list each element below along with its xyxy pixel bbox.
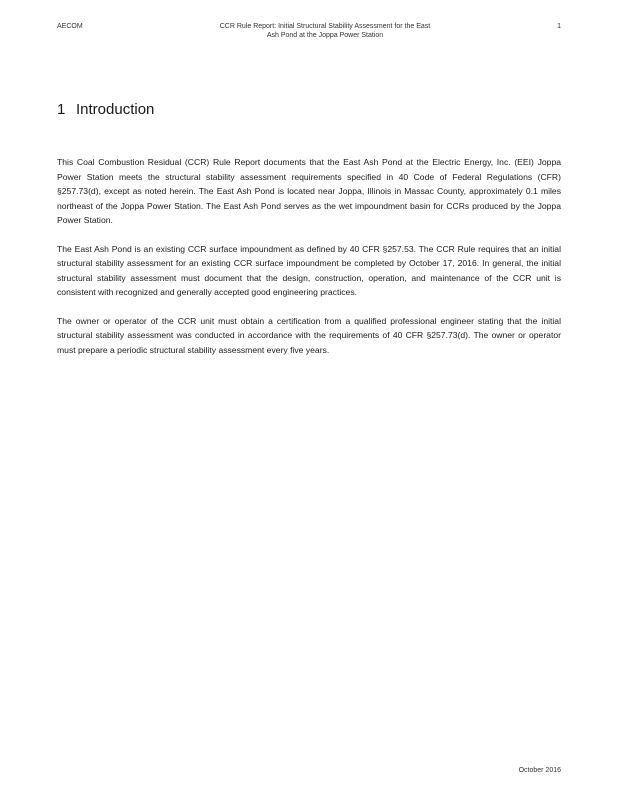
section-number: 1 xyxy=(57,101,66,118)
header-title-line-2: Ash Pond at the Joppa Power Station xyxy=(266,32,384,39)
body-text xyxy=(57,155,561,371)
paragraph: The owner or operator of the CCR unit must obtain a certification from a qualified professional engineer stating that the initial structural stability assessment was conducted in accordance with the requirements of 40 CFR §257.73(d). The owner or operator must prepare a periodic structural stability assessment every five years. xyxy=(57,315,561,355)
footer-date: October 2016 xyxy=(518,767,561,774)
header-company: AECOM xyxy=(57,23,83,30)
paragraph: This Coal Combustion Residual (CCR) Rule Report documents that the East Ash Pond at the Electric Energy, Inc. (EEI) Joppa Power Station meets the structural stability assessment requirements specified in 40 Code of Federal Regulations (CFR) §257.73(d), except as noted herein. The East Ash Pond is located near Joppa, Illinois in Massac County, approximately 0.1 miles northeast of the Joppa Power Station. The East Ash Pond serves as the wet impoundment basin for CCRs produced by the Joppa Power Station. xyxy=(57,157,561,225)
header-page-number: 1 xyxy=(557,23,561,30)
paragraph: The East Ash Pond is an existing CCR surface impoundment as defined by 40 CFR §257.53. The CCR Rule requires that an initial structural stability assessment for an existing CCR surface impoundment be completed by October 17, 2016. In general, the initial structural stability assessment must document that the design, construction, operation, and maintenance of the CCR unit is consistent with recognized and generally accepted good engineering practices. xyxy=(57,243,561,297)
section-title: Introduction xyxy=(76,101,155,118)
header-report-title xyxy=(180,22,470,40)
section-heading xyxy=(57,101,154,119)
header-title-line-1: CCR Rule Report: Initial Structural Stability Assessment for the East xyxy=(219,23,431,30)
